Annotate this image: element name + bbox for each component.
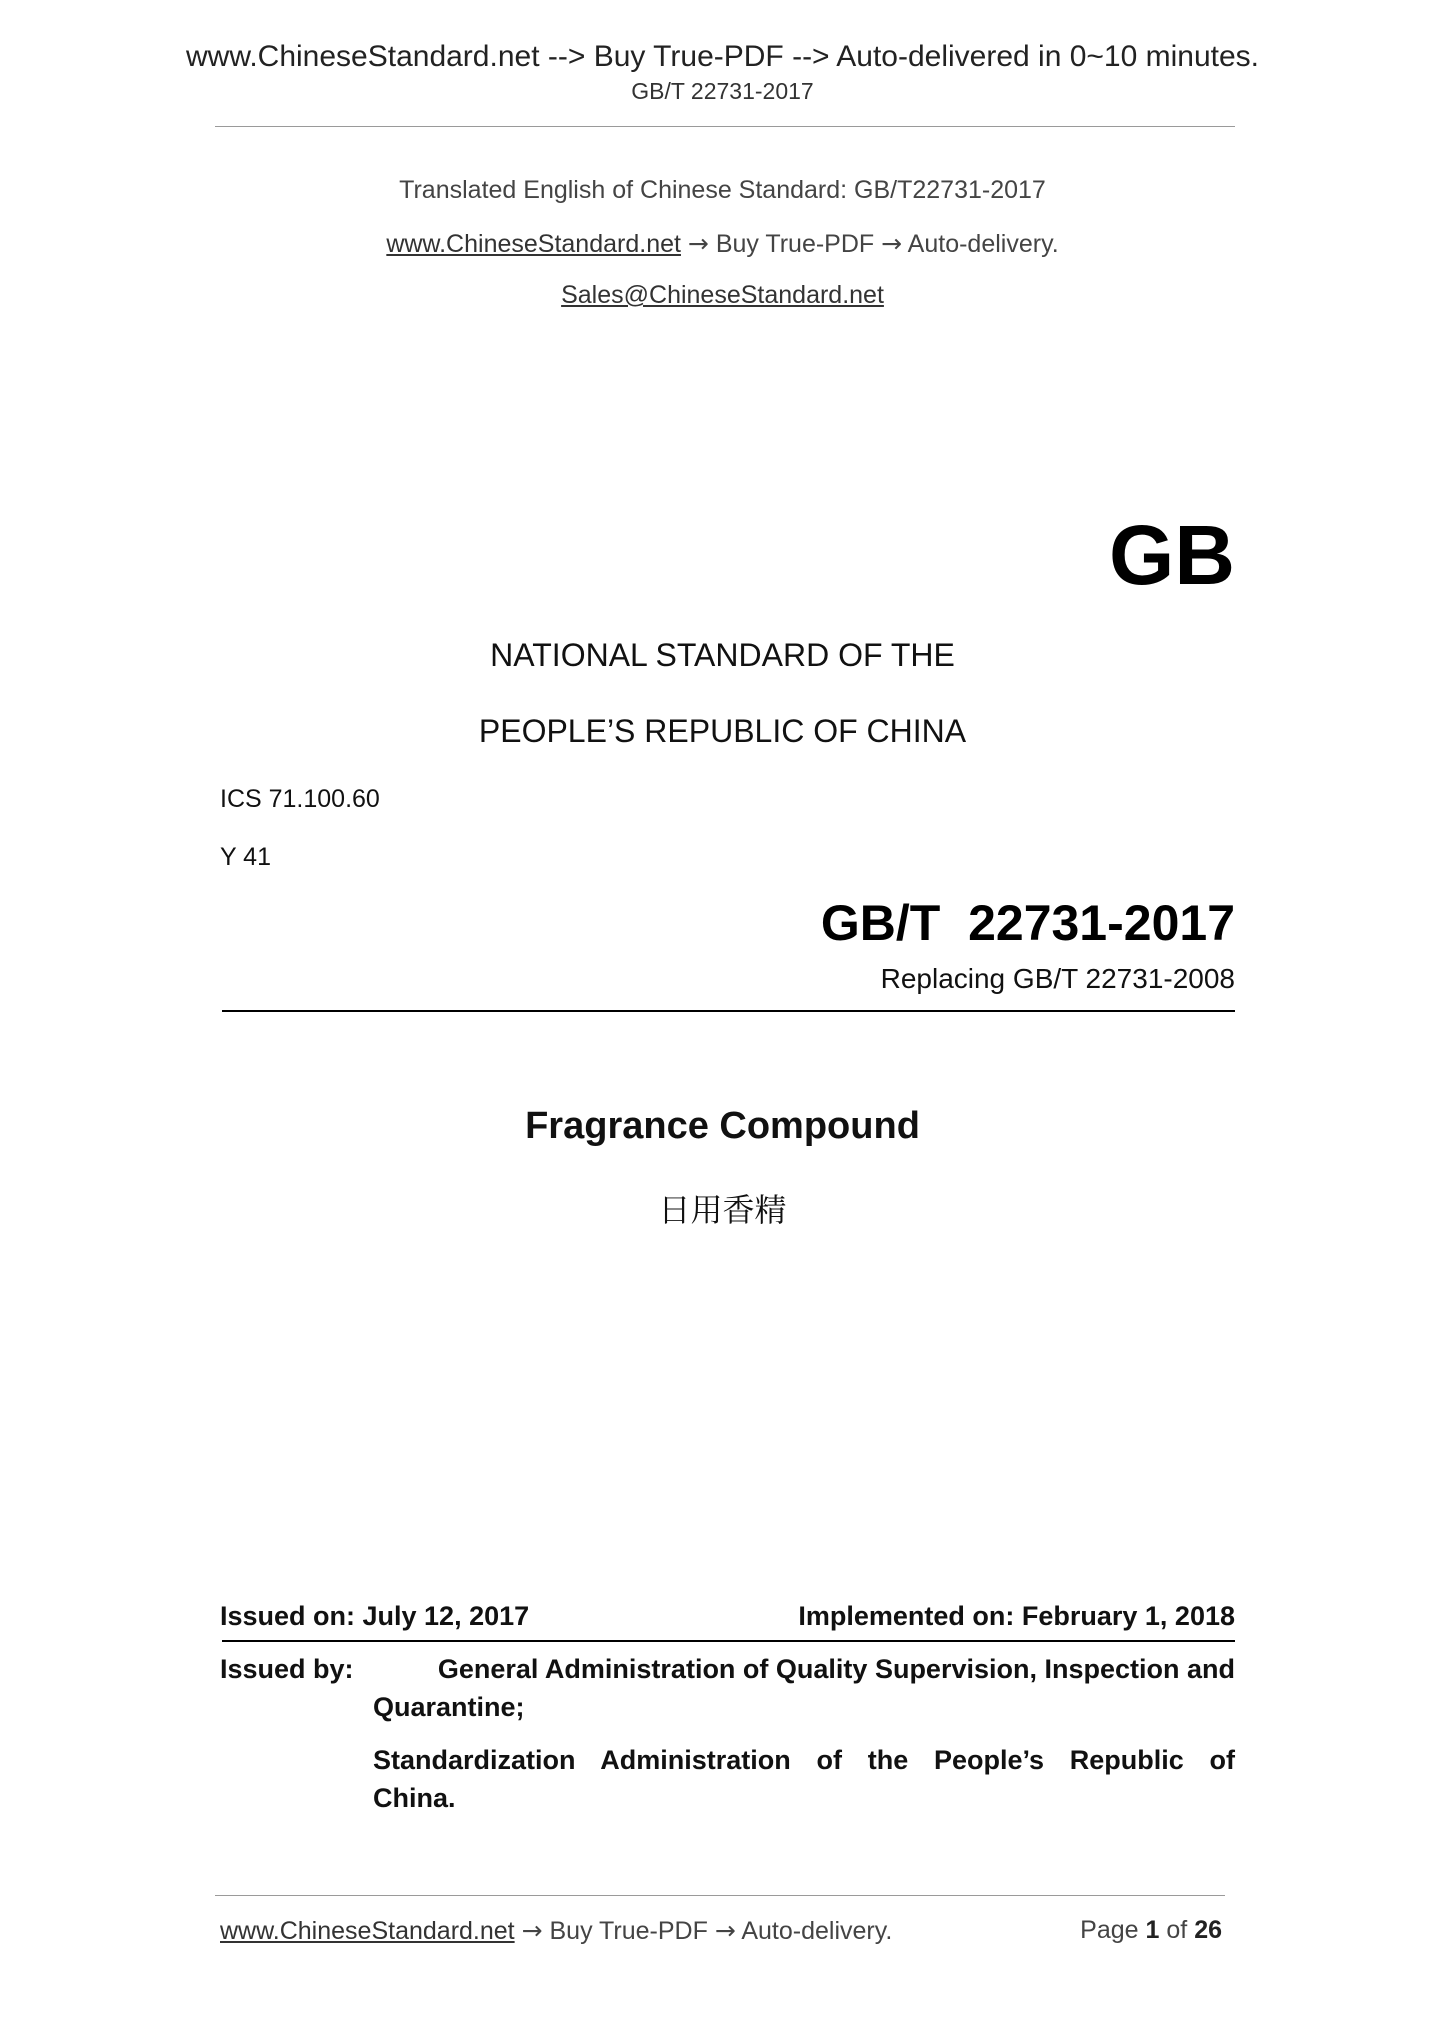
- classification-code: Y 41: [220, 843, 271, 871]
- page-label: Page: [1080, 1916, 1139, 1944]
- issued-on: Issued on: July 12, 2017: [220, 1601, 530, 1631]
- page-of-label: of: [1166, 1916, 1188, 1944]
- page-total: 26: [1194, 1916, 1222, 1944]
- issuer-2-line-2: China.: [373, 1783, 456, 1813]
- standard-number-rule: [222, 1010, 1235, 1012]
- national-standard-line-2: PEOPLE’S REPUBLIC OF CHINA: [478, 713, 967, 749]
- document-title: Fragrance Compound: [525, 1105, 920, 1147]
- footer-buy-true-pdf-text: Buy True-PDF: [549, 1917, 708, 1945]
- buy-true-pdf-text: Buy True-PDF: [715, 230, 875, 258]
- arrow-right-icon: →: [881, 229, 903, 258]
- translated-line: Translated English of Chinese Standard: GB/T22731-2017: [399, 176, 1046, 204]
- footer-site-link[interactable]: www.ChineseStandard.net: [220, 1917, 515, 1945]
- site-link[interactable]: www.ChineseStandard.net: [386, 230, 681, 258]
- footer-buy-line: [220, 1916, 892, 1946]
- gb-mark: GB: [1109, 508, 1235, 602]
- issued-by-label: Issued by:: [220, 1654, 354, 1684]
- document-title-chinese: 日用香精: [658, 1191, 787, 1229]
- arrow-right-icon: →: [687, 229, 709, 258]
- ics-code: ICS 71.100.60: [220, 785, 380, 813]
- intro-buy-line: [0, 229, 1445, 259]
- header-banner: www.ChineseStandard.net --> Buy True-PDF --> Auto-delivered in 0~10 minutes.: [185, 40, 1260, 73]
- header-doc-id: GB/T 22731-2017: [631, 78, 814, 104]
- footer-auto-delivery-text: Auto-delivery.: [741, 1917, 893, 1945]
- implemented-on: Implemented on: February 1, 2018: [798, 1601, 1235, 1631]
- footer-divider: [215, 1895, 1225, 1896]
- page-indicator: [1000, 1916, 1222, 1945]
- arrow-right-icon: →: [521, 1916, 543, 1945]
- national-standard-line-1: NATIONAL STANDARD OF THE: [490, 637, 955, 673]
- auto-delivery-text: Auto-delivery.: [907, 230, 1059, 258]
- issuer-1-line-2: Quarantine;: [373, 1692, 525, 1722]
- header-divider: [215, 126, 1235, 127]
- issuer-1-line-1: General Administration of Quality Supervision, Inspection and: [437, 1654, 1235, 1684]
- replacing-standard: Replacing GB/T 22731-2008: [880, 963, 1235, 994]
- sales-email-link[interactable]: Sales@ChineseStandard.net: [561, 281, 884, 309]
- arrow-right-icon: →: [714, 1916, 736, 1945]
- email-line: [0, 281, 1445, 310]
- issue-rule: [222, 1640, 1235, 1642]
- issuer-2-line-1: Standardization Administration of the People’s Republic of: [373, 1745, 1235, 1775]
- page-current: 1: [1145, 1916, 1160, 1944]
- standard-number: GB/T 22731-2017: [820, 895, 1235, 951]
